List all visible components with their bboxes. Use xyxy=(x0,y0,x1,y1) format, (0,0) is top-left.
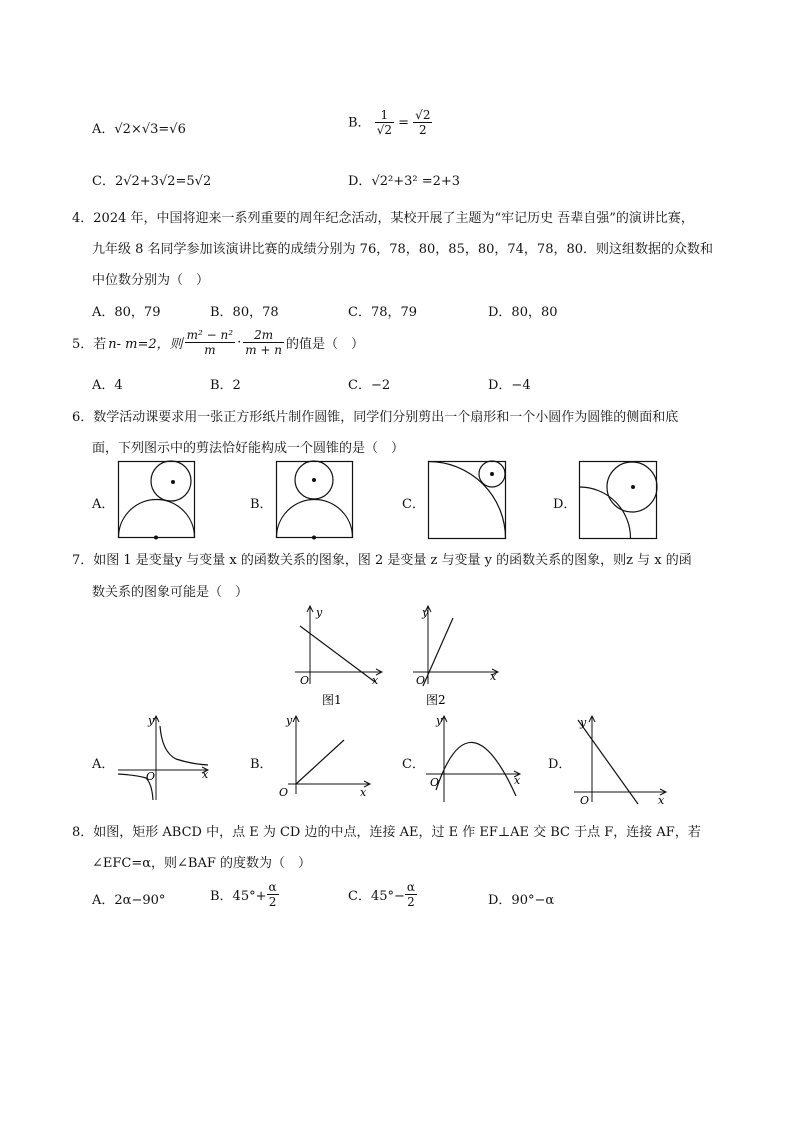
q8-option-a: A．2α−90° xyxy=(92,893,166,908)
q5-option-a: A．4 xyxy=(92,378,123,393)
multiply-dot: · xyxy=(237,335,242,351)
q6-label-a: A． xyxy=(92,497,115,512)
q7-option-a-graph xyxy=(116,712,212,804)
q7-line1: 7．如图 1 是变量y 与变量 x 的函数关系的图象，图 2 是变量 z 与变量 y 的函数关系的图象，则z 与 x 的函 xyxy=(72,553,692,568)
option-prefix: C．45°− xyxy=(348,889,405,905)
q3-option-c xyxy=(92,170,211,189)
fraction: $\frac{√2}{2}$ xyxy=(415,108,431,138)
option-label: A． xyxy=(92,122,115,137)
q6-figure-d xyxy=(579,461,658,539)
q8-line2: ∠EFC=α，则∠BAF 的度数为（ ） xyxy=(92,856,312,871)
q5-option-d: D．−4 xyxy=(488,378,531,393)
q7-label-b: B． xyxy=(250,757,273,772)
fraction: $\frac{2m}{m + n}$ xyxy=(245,328,283,358)
q4-line3: 中位数分别为（ ） xyxy=(92,273,210,288)
x-axis-label: x xyxy=(372,674,379,687)
y-axis-label: y xyxy=(436,714,443,727)
equals-sign: = xyxy=(398,115,410,131)
q8-option-c xyxy=(348,880,417,910)
q6-label-c: C． xyxy=(402,497,425,512)
q4-option-b: B．80，78 xyxy=(210,305,279,320)
q5-condition: n- m=2，则 xyxy=(108,337,183,353)
q4-option-a: A．80，79 xyxy=(92,305,161,320)
q6-figure-c xyxy=(428,461,507,539)
q8-option-d: D．90°−α xyxy=(488,893,555,908)
origin-label: O xyxy=(300,674,310,687)
q8-line1: 8．如图，矩形 ABCD 中，点 E 为 CD 边的中点，连接 AE，过 E 作 EF⊥AE 交 BC 于点 F，连接 AF，若 xyxy=(72,825,701,840)
y-axis-label: y xyxy=(422,606,429,619)
q4-option-d: D．80，80 xyxy=(488,305,558,320)
x-axis-label: x xyxy=(514,774,521,787)
q4-line1: 4．2024 年，中国将迎来一系列重要的周年纪念活动，某校开展了主题为“牢记历史 吾辈自强”的演讲比赛， xyxy=(72,211,694,226)
q7-label-a: A． xyxy=(92,757,115,772)
q6-figure-a xyxy=(118,461,196,539)
x-axis-label: x xyxy=(490,670,497,683)
option-label: D． xyxy=(348,174,372,189)
figure-caption: 图1 xyxy=(322,693,342,707)
q6-figure-b xyxy=(276,461,354,539)
y-axis-label: y xyxy=(286,714,293,727)
x-axis-label: x xyxy=(202,768,209,781)
q7-option-c-graph xyxy=(424,712,524,804)
option-label: B． xyxy=(348,115,371,131)
fraction: $\frac{\text{m² − n²}}{m}$ xyxy=(186,328,234,358)
origin-label: O xyxy=(416,674,426,687)
q7-option-b-graph xyxy=(276,712,372,804)
origin-label: O xyxy=(580,794,590,807)
y-axis-label: y xyxy=(580,716,587,729)
q7-label-c: C． xyxy=(402,757,425,772)
q4-option-c: C．78，79 xyxy=(348,305,418,320)
q3-option-a xyxy=(92,118,186,137)
figure-caption: 图2 xyxy=(426,693,446,707)
q5-option-c: C．−2 xyxy=(348,378,391,393)
x-axis-label: x xyxy=(360,786,367,799)
q7-label-d: D． xyxy=(548,757,572,772)
q5-prefix: 5．若 xyxy=(72,337,107,353)
fraction: $\frac{\alpha}{2}$ xyxy=(406,880,415,910)
q6-label-b: B． xyxy=(250,497,273,512)
origin-label: O xyxy=(146,770,156,783)
q6-label-d: D． xyxy=(553,497,577,512)
origin-label: O xyxy=(430,776,440,789)
x-axis-label: x xyxy=(658,794,665,807)
q6-line1: 6．数学活动课要求用一张正方形纸片制作圆锥，同学们分别剪出一个扇形和一个小圆作为圆锥的侧面和底 xyxy=(72,410,679,425)
q7-line2: 数关系的图象可能是（ ） xyxy=(92,585,249,600)
option-expression: √2²+3² =2+3 xyxy=(371,174,461,189)
fraction: $\frac{\alpha}{2}$ xyxy=(268,880,277,910)
q7-figure-2 xyxy=(408,604,508,714)
q3-option-b xyxy=(348,108,432,138)
q5-suffix: 的值是（ ） xyxy=(286,337,365,353)
q7-option-d-graph xyxy=(572,712,672,807)
q7-figure-1 xyxy=(290,604,390,714)
fraction: $\frac{1}{√2}$ xyxy=(376,108,392,138)
y-axis-label: y xyxy=(148,714,155,727)
y-axis-label: y xyxy=(316,606,323,619)
origin-label: O xyxy=(279,786,289,799)
q8-option-b xyxy=(210,880,279,910)
option-prefix: B．45°+ xyxy=(210,889,267,905)
q3-option-d xyxy=(348,170,460,189)
q5-option-b: B．2 xyxy=(210,378,241,393)
option-expression: √2×√3=√6 xyxy=(114,122,186,137)
option-label: C． xyxy=(92,174,115,189)
option-expression: 2√2+3√2=5√2 xyxy=(114,174,212,189)
q5-stem xyxy=(72,328,364,358)
q4-line2: 九年级 8 名同学参加该演讲比赛的成绩分别为 76，78，80，85，80，74，78，80．则这组数据的众数和 xyxy=(92,242,714,257)
q6-line2: 面，下列图示中的剪法恰好能构成一个圆锥的是（ ） xyxy=(92,441,405,456)
